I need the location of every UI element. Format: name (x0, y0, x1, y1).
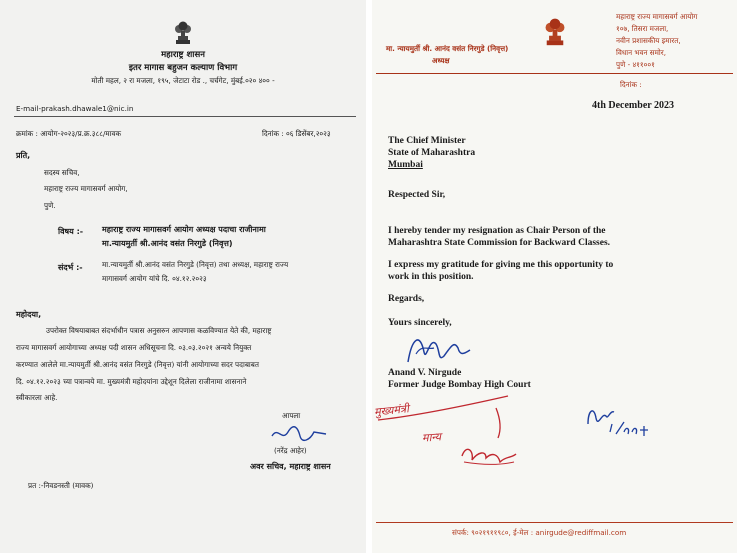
org-line: नवीन प्रशासकीय इमारत, (616, 36, 681, 45)
to-label: प्रति, (16, 151, 31, 160)
org-line: पुणे - ४११००१ (616, 60, 655, 69)
recipient-line: पुणे. (44, 201, 56, 210)
closing: आपला (282, 411, 301, 420)
signature-mark (398, 326, 478, 374)
recipient-line: महाराष्ट्र राज्य मागासवर्ग आयोग, (44, 184, 128, 193)
paragraph-line: Maharashtra State Commission for Backward Classes. (388, 238, 611, 248)
paragraph-line: I express my gratitude for giving me this opportunity to (388, 260, 614, 270)
recipient-line: सदस्य सचिव, (44, 168, 80, 177)
footer-divider (376, 522, 733, 523)
national-emblem-icon (542, 14, 568, 48)
letter-date: 4th December 2023 (592, 100, 675, 111)
subject-line: महाराष्ट्र राज्य मागासवर्ग आयोग अध्यक्ष पदाचा राजीनामा (102, 225, 266, 234)
body-line: उपरोक्त विषयाबाबत संदर्भाधीन पत्रास अनुसरुन आपणास कळविण्यात येते की, महाराष्ट्र (46, 326, 272, 335)
header-divider (376, 73, 733, 74)
header-name: मा. न्यायमुर्ती श्री. आनंद वसंत निरगुडे (निवृत्त) (386, 44, 509, 53)
subject-line: मा.न्यायमुर्ती श्री.आनंद वसंत निरगुडे (निवृत्त) (102, 239, 233, 248)
govt-name: महाराष्ट्र शासन (161, 50, 205, 60)
addressee-line: The Chief Minister (388, 136, 466, 146)
national-emblem-icon (172, 18, 194, 46)
closing: Yours sincerely, (388, 318, 452, 328)
email-line: E-mail-prakash.dhawale1@nic.in (16, 104, 134, 113)
reference-line: मागासवर्ग आयोग यांचे दि. ०४.१२.२०२३ (102, 274, 207, 283)
ref-number: क्रमांक : आयोग-२०२३/प्र.क्र.३८८/मावक (16, 129, 122, 138)
salutation: Respected Sir, (388, 190, 446, 200)
reference-label: संदर्भ :- (58, 263, 83, 272)
body-line: राज्य मागासवर्ग आयोगाच्या अध्यक्ष पदी शासन अधिसूचना दि. ०३.०३.२०२१ अन्वये नियुक्त (16, 343, 252, 352)
header-title: अध्यक्ष (432, 56, 450, 65)
left-letter (0, 0, 366, 553)
department-name: इतर मागास बहुजन कल्याण विभाग (128, 63, 238, 73)
signatory-name: (नरेंद्र आहेर) (274, 446, 307, 455)
red-signature (456, 404, 526, 478)
org-line: १०७, तिसरा मजला, (616, 24, 669, 33)
signatory-title: अवर सचिव, महाराष्ट्र शासन (250, 462, 331, 471)
sender-name: Anand V. Nirgude (388, 368, 462, 378)
footer-contact: संपर्क: ९०२१९११९८०, ई-मेल : anirgude@rediffmail.com (452, 528, 627, 537)
reference-line: मा.न्यायमुर्ती श्री.आनंद वसंत निरगुडे (निवृत्त) तथा अध्यक्ष, महाराष्ट्र राज्य (102, 260, 289, 269)
blue-signature-date (582, 398, 662, 452)
department-address: मोती महल, २ रा मजला, १९५, जेटाटा रोड ., चर्चगेट, मुंबई.०२० ४०० - (91, 76, 275, 85)
date-label: दिनांक : (620, 80, 642, 89)
annotation-approved: मान्य (421, 430, 442, 445)
org-line: महाराष्ट्र राज्य मागासवर्ग आयोग (616, 12, 698, 21)
addressee-line: Mumbai (388, 160, 423, 170)
sender-designation: Former Judge Bombay High Court (388, 380, 531, 390)
copy-to: प्रत :-निवडनस्ती (मावक) (28, 481, 94, 490)
signature-mark (270, 424, 330, 448)
letter-date: दिनांक : ०६ डिसेंबर,२०२३ (262, 129, 331, 138)
paragraph-line: work in this position. (388, 272, 474, 282)
regards: Regards, (388, 294, 425, 304)
body-line: दि. ०४.१२.२०२३ च्या पत्रान्वये मा. मुख्यमंत्री महोदयांना उद्देशून दिलेला राजीनामा शासनाने (16, 377, 247, 386)
right-letter (372, 0, 737, 553)
paragraph-line: I hereby tender my resignation as Chair Person of the (388, 226, 606, 236)
addressee-line: State of Maharashtra (388, 148, 476, 158)
subject-label: विषय :- (58, 227, 84, 236)
header-divider (14, 116, 356, 117)
body-line: स्वीकारला आहे. (16, 393, 58, 402)
body-line: करण्यात आलेले मा.न्यायमुर्ती श्री.आनंद वसंत निरगुडे (निवृत्त) यांनी आयोगाच्या सदर पदाबाबत (16, 360, 259, 369)
annotation-cm: मुख्यमंत्री (373, 402, 410, 419)
salutation: महोदया, (16, 310, 42, 319)
org-line: विधान भवन समोर, (616, 48, 666, 57)
